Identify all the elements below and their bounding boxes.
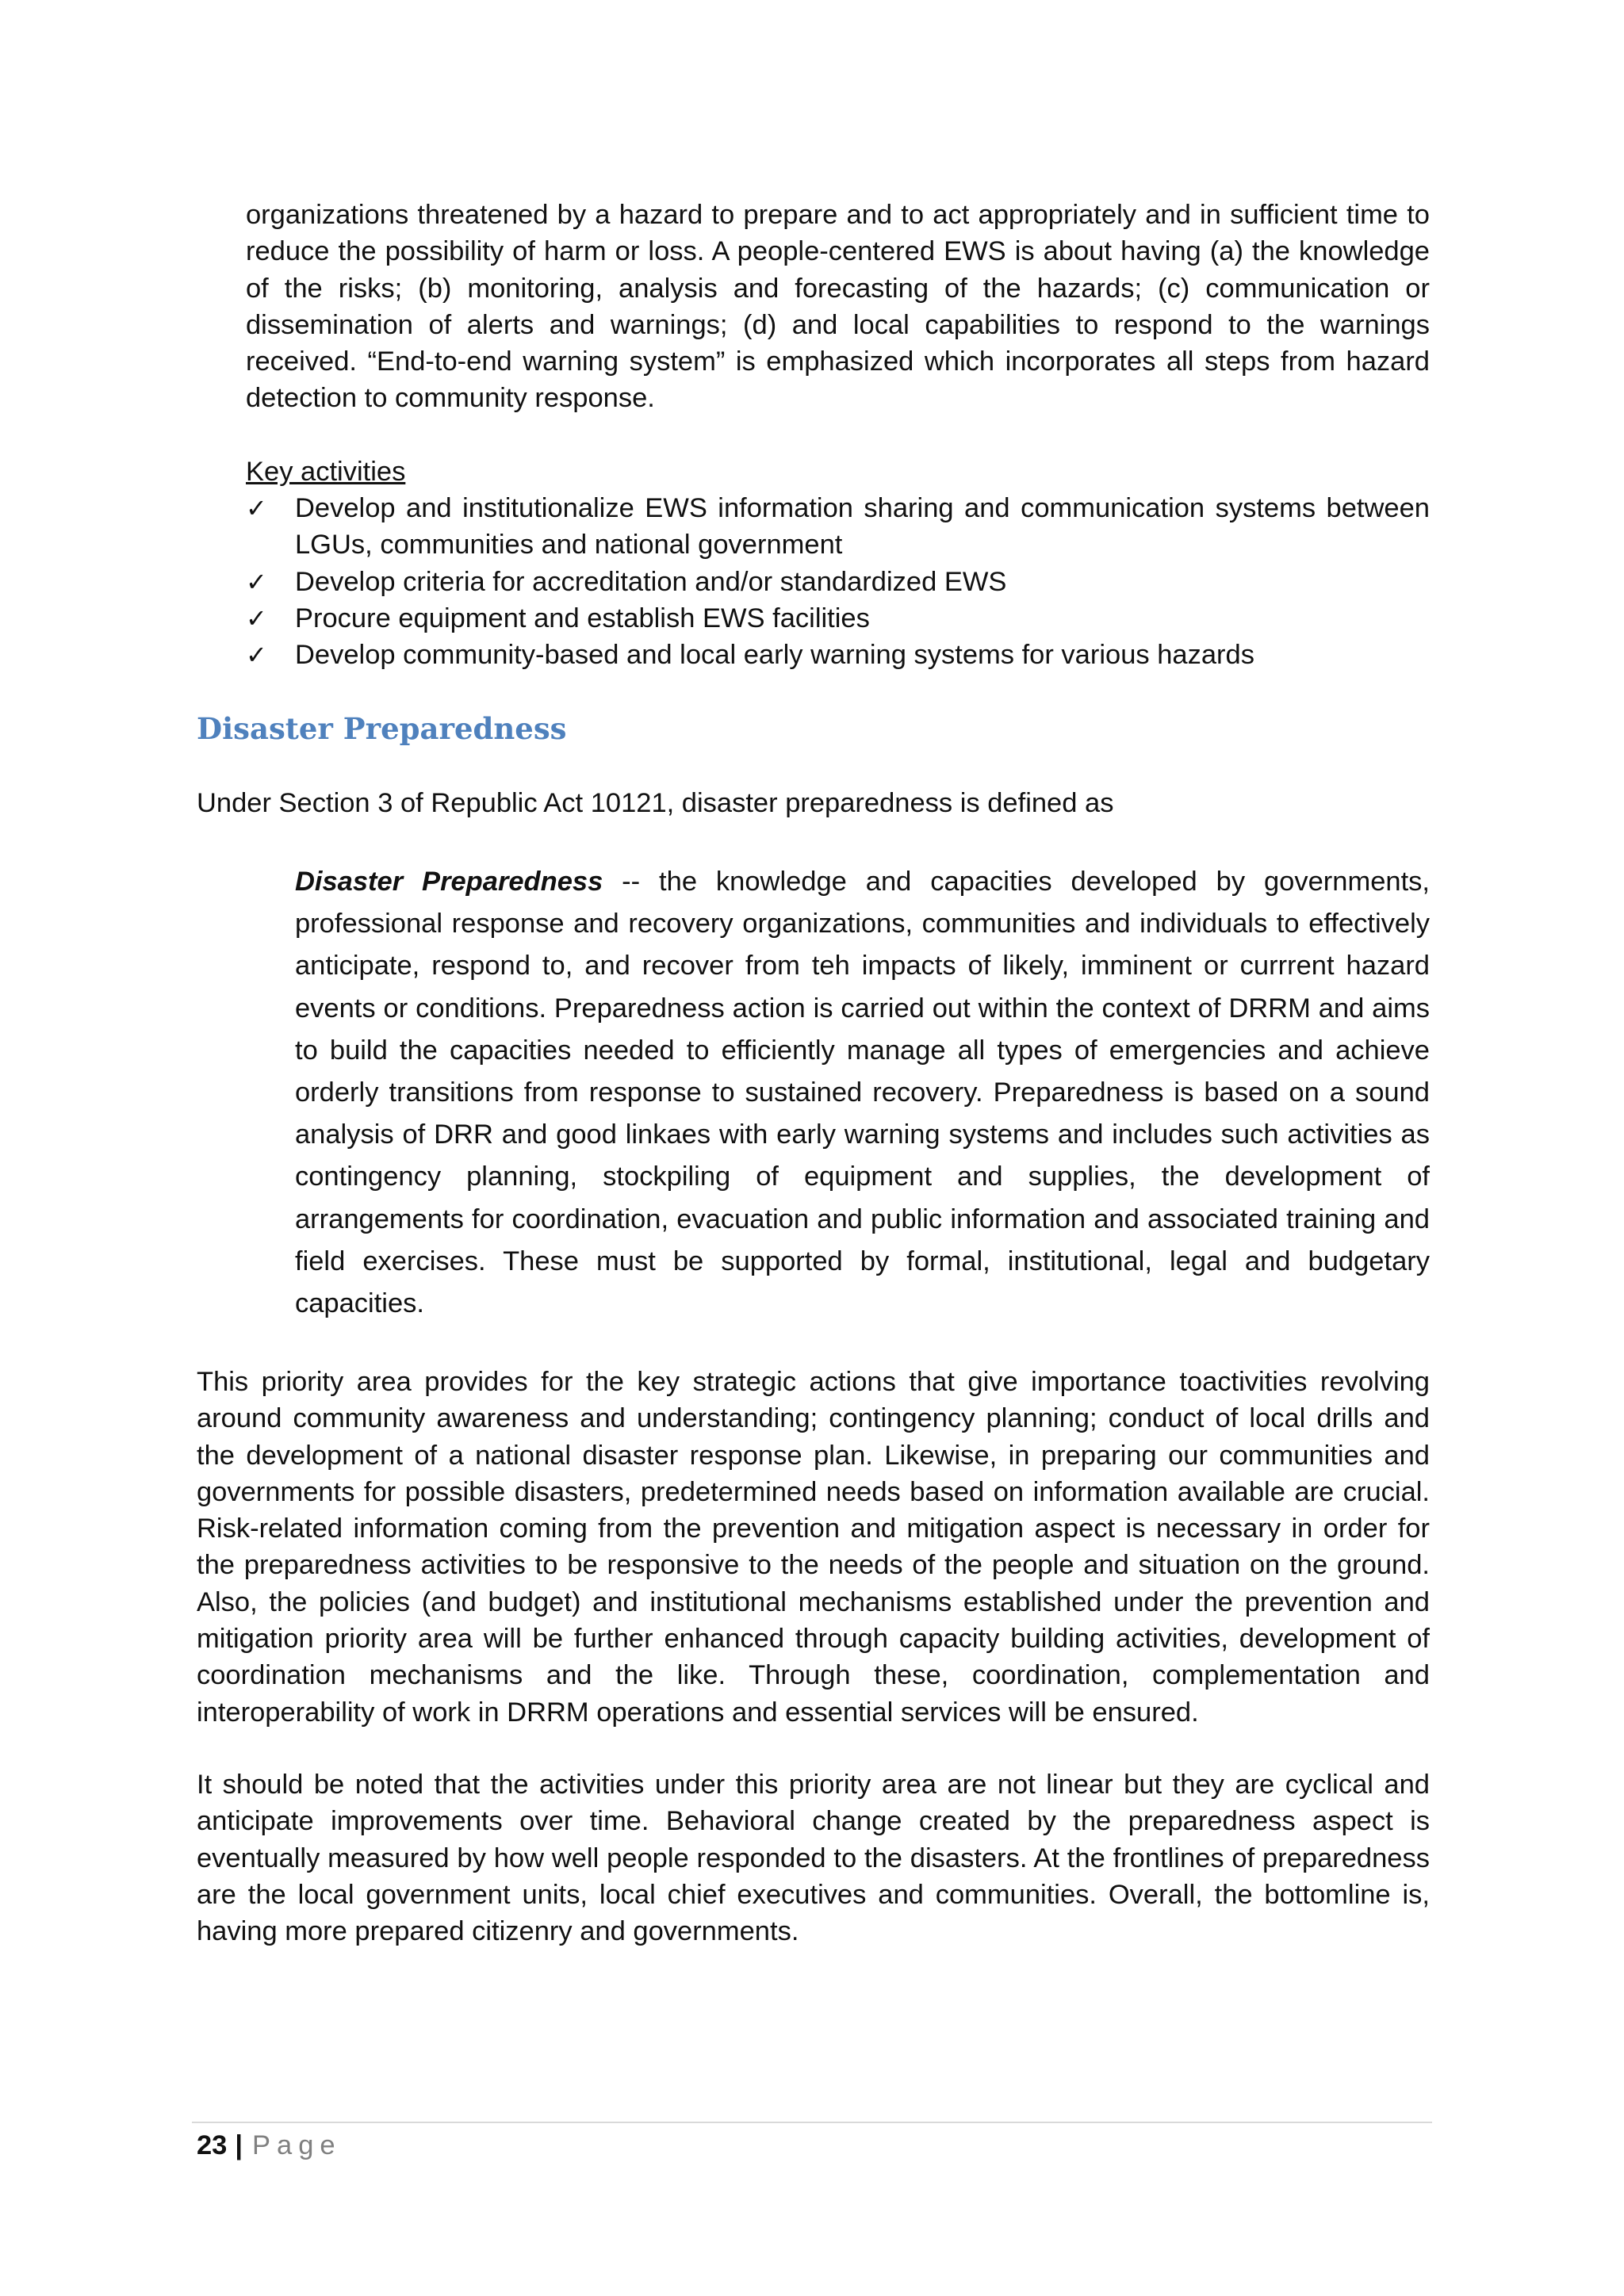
key-activities-list xyxy=(246,490,1430,673)
check-icon: ✓ xyxy=(246,603,267,633)
list-item xyxy=(246,490,1430,564)
list-item xyxy=(246,564,1430,600)
list-item xyxy=(246,637,1430,673)
page-footer xyxy=(197,2127,342,2164)
list-item xyxy=(246,600,1430,637)
body-paragraph-2: It should be noted that the activities under this priority area are not linear but they are cyclical and anticipate improvements over time. Behavioral change created by the preparedness aspect is eventually measured by how well people responded to the disasters. At the frontlines of preparedness are the local government units, local chief executives and communities. Overall, the bottomline is, having more prepared citizenry and governments. xyxy=(197,1770,1430,1947)
intro-paragraph: organizations threatened by a hazard to prepare and to act appropriately and in sufficient time to reduce the possibility of harm or loss. A people-centered EWS is about having (a) the knowledge of the risks; (b) monitoring, analysis and forecasting of the hazards; (c) communication or dissemination of alerts and warnings; (d) and local capabilities to respond to the warnings received. “End-to-end warning system” is emphasized which incorporates all steps from hazard detection to community response. xyxy=(246,200,1430,414)
definition-term: Disaster Preparedness xyxy=(295,867,603,897)
page-label: Page xyxy=(252,2130,342,2160)
check-icon: ✓ xyxy=(246,566,267,597)
definition-block xyxy=(295,861,1430,1325)
key-activities-title: Key activities xyxy=(246,457,406,487)
list-item-text: Develop criteria for accreditation and/or standardized EWS xyxy=(295,566,1007,597)
body-paragraph-1: This priority area provides for the key strategic actions that give importance toactivities revolving around community awareness and understanding; contingency planning; conduct of local drills and the development of a national disaster response plan. Likewise, in preparing our communities and governments for possible disasters, predetermined needs based on information available are crucial. Risk-related information coming from the prevention and mitigation aspect is necessary in order for the preparedness activities to be responsive to the needs of the people and situation on the ground. Also, the policies (and budget) and institutional mechanisms established under the prevention and mitigation priority area will be further enhanced through capacity building activities, development of coordination mechanisms and the like. Through these, coordination, complementation and interoperability of work in DRRM operations and essential services will be ensured. xyxy=(197,1367,1430,1728)
list-item-text: Procure equipment and establish EWS facilities xyxy=(295,603,870,633)
section-lead: Under Section 3 of Republic Act 10121, disaster preparedness is defined as xyxy=(197,788,1114,818)
check-icon: ✓ xyxy=(246,640,267,671)
page-number: 23 xyxy=(197,2130,228,2160)
definition-text: -- the knowledge and capacities developed by governments, professional response and recovery organizations, communities and individuals to effectively anticipate, respond to, and recover from teh impacts of likely, imminent or currrent hazard events or conditions. Preparedness action is carried out within the context of DRRM and aims to build the capacities needed to efficiently manage all types of emergencies and achieve orderly transitions from response to sustained recovery. Preparedness is based on a sound analysis of DRR and good linkaes with early warning systems and includes such activities as contingency planning, stockpiling of equipment and supplies, the development of arrangements for coordination, evacuation and public information and associated training and field exercises. These must be supported by formal, institutional, legal and budgetary capacities. xyxy=(295,867,1430,1319)
list-item-text: Develop and institutionalize EWS information sharing and communication systems between LGUs, communities and national government xyxy=(295,493,1430,561)
check-icon: ✓ xyxy=(246,493,267,523)
footer-separator: | xyxy=(235,2130,243,2160)
section-heading: Disaster Preparedness xyxy=(197,711,567,746)
list-item-text: Develop community-based and local early warning systems for various hazards xyxy=(295,640,1254,671)
footer-divider xyxy=(192,2122,1432,2123)
